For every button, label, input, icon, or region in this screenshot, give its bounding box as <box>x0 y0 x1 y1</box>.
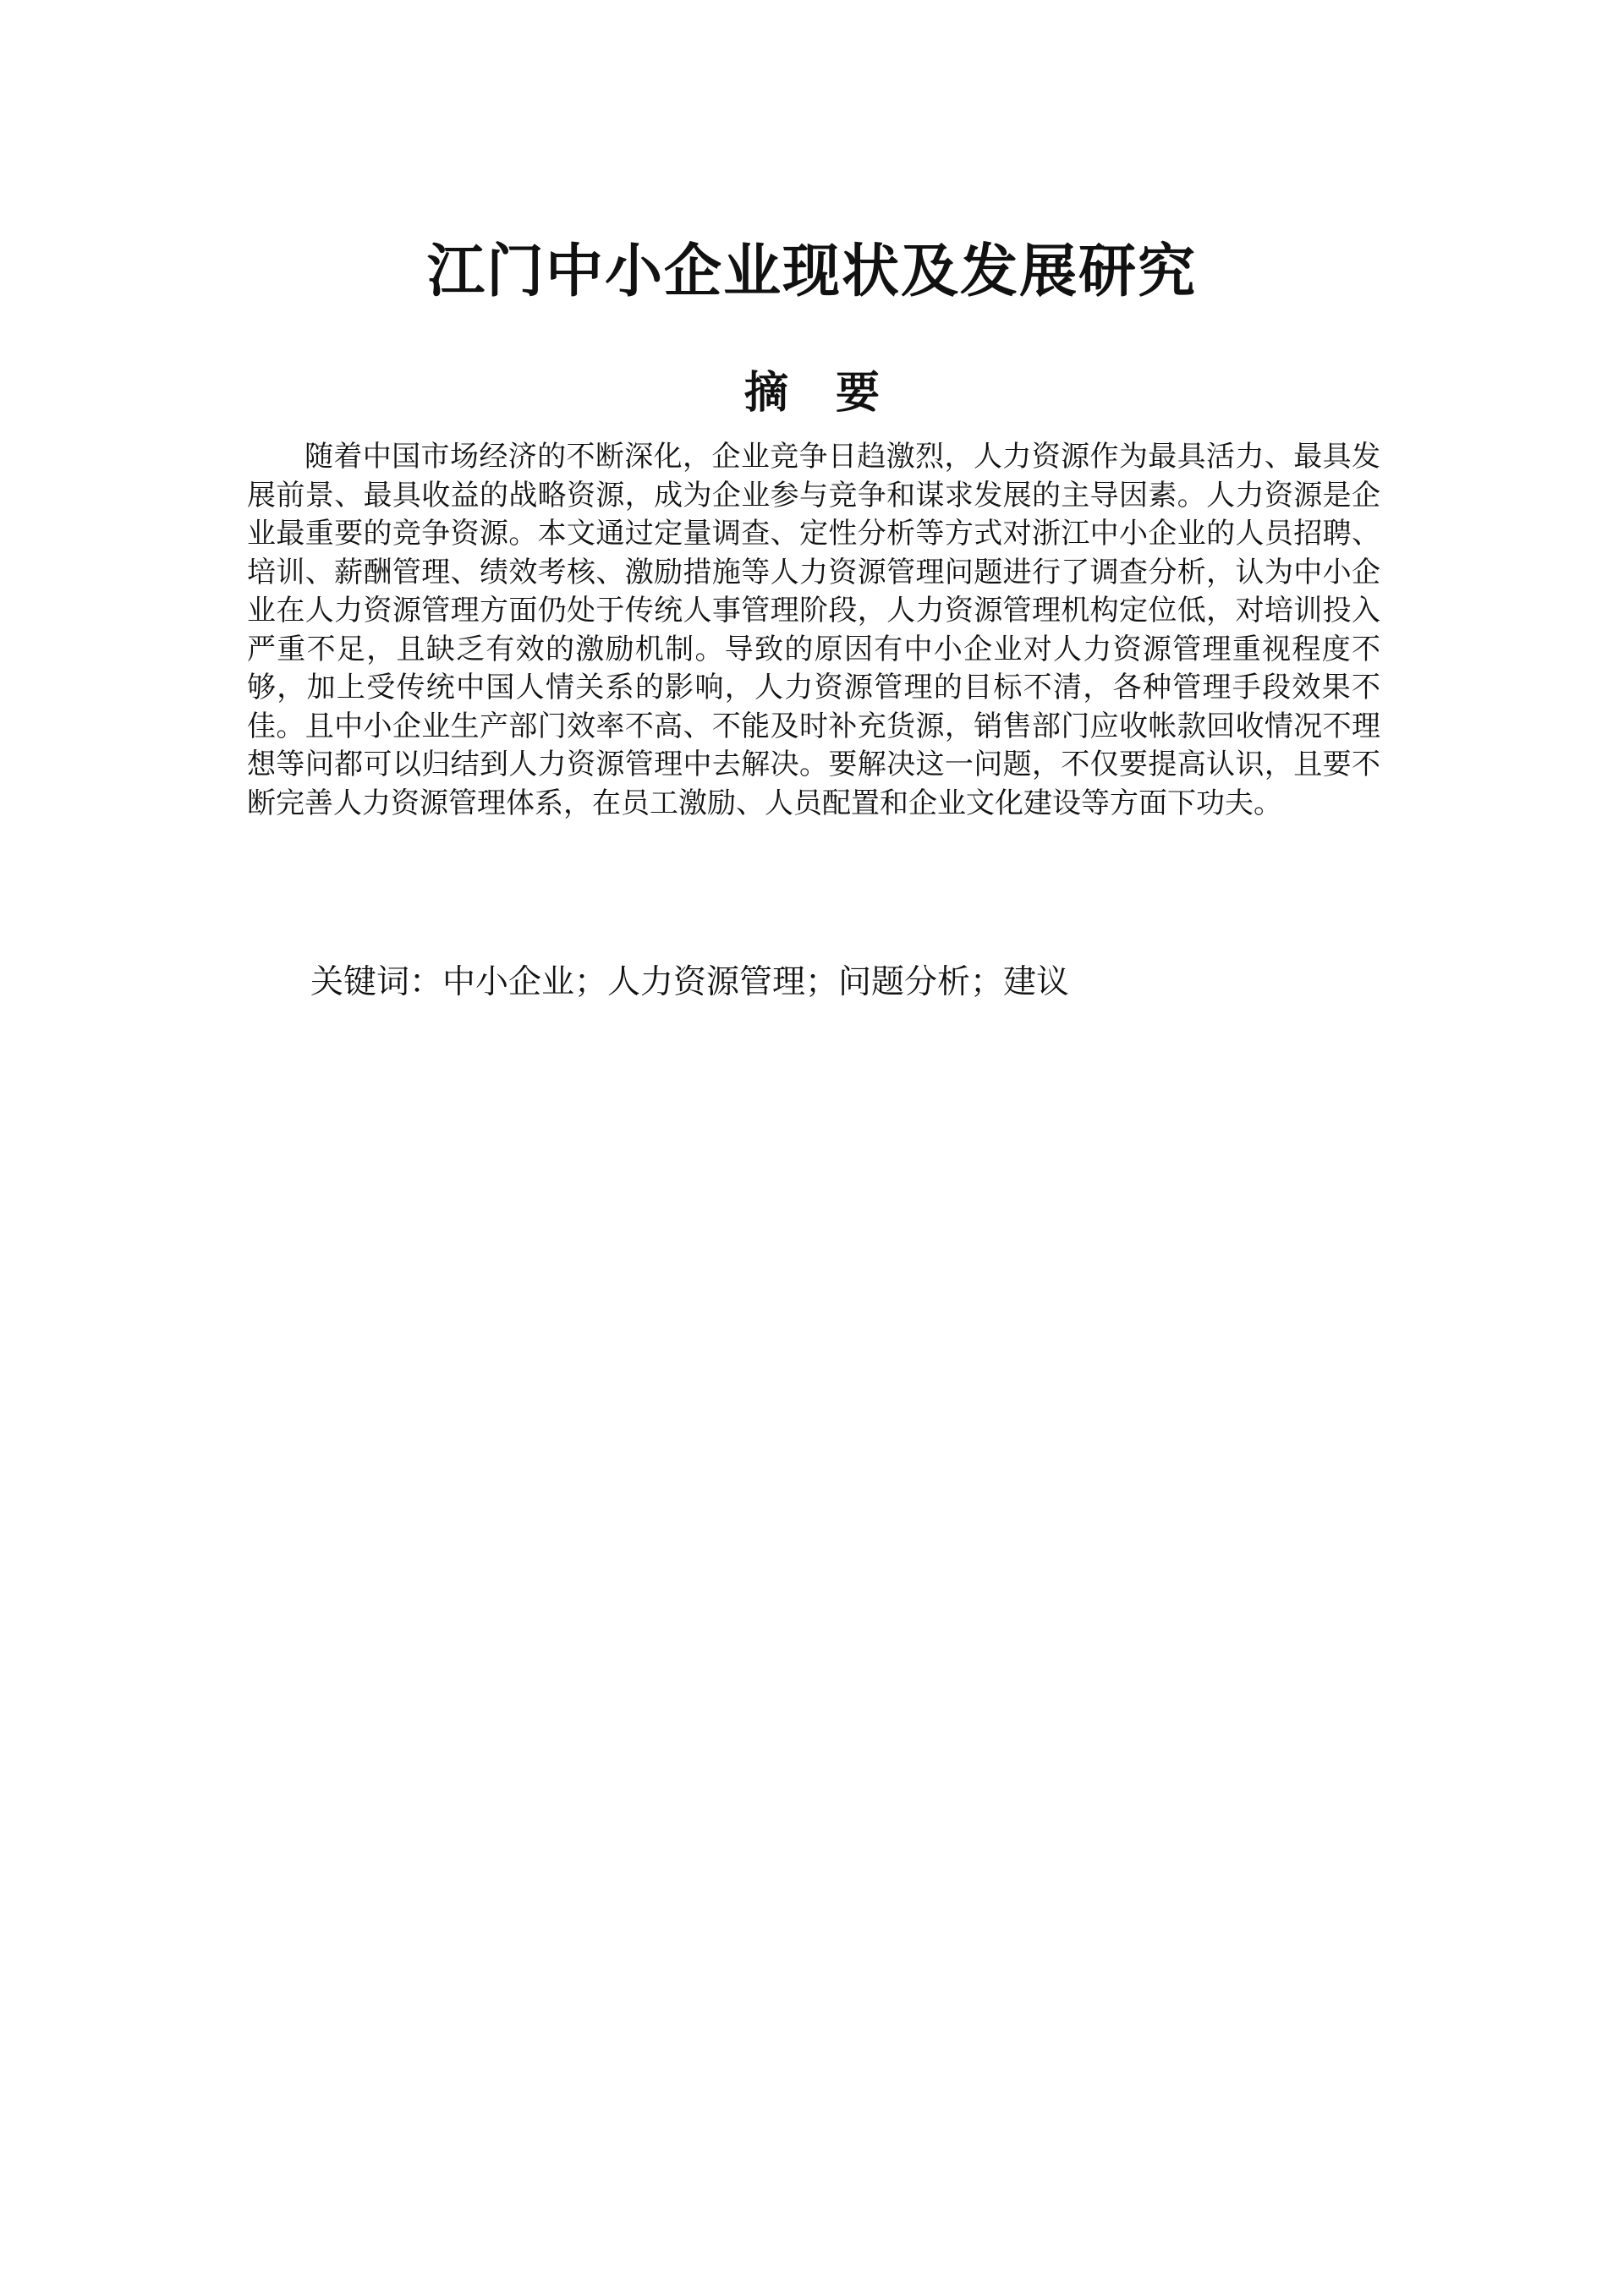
abstract-heading <box>0 359 1624 427</box>
document-title: 江门中小企业现状及发展研究 <box>426 238 1197 305</box>
abstract-paragraph: 随着中国市场经济的不断深化，企业竞争日趋激烈，人力资源作为最具活力、最具发展前景、最具收益的战略资源，成为企业参与竞争和谋求发展的主导因素。人力资源是企业最重要的竞争资源。本文通过定量调查、定性分析等方式对浙江中小企业的人员招聘、培训、薪酬管理、绩效考核、激励措施等人力资源管理问题进行了调查分析，认为中小企业在人力资源管理方面仍处于传统人事管理阶段，人力资源管理机构定位低，对培训投入严重不足，且缺乏有效的激励机制。导致的原因有中小企业对人力资源管理重视程度不够，加上受传统中国人情关系的影响，人力资源管理的目标不清，各种管理手段效果不佳。且中小企业生产部门效率不高、不能及时补充货源，销售部门应收帐款回收情况不理想等问都可以归结到人力资源管理中去解决。要解决这一问题，不仅要提高认识，且要不断完善人力资源管理体系，在员工激励、人员配置和企业文化建设等方面下功夫。 <box>247 440 1380 820</box>
abstract-heading-char-2: 要 <box>836 367 881 419</box>
abstract-heading-char-1: 摘 <box>743 367 788 419</box>
keywords-line: 关键词：中小企业；人力资源管理；问题分析；建议 <box>310 963 1070 1001</box>
